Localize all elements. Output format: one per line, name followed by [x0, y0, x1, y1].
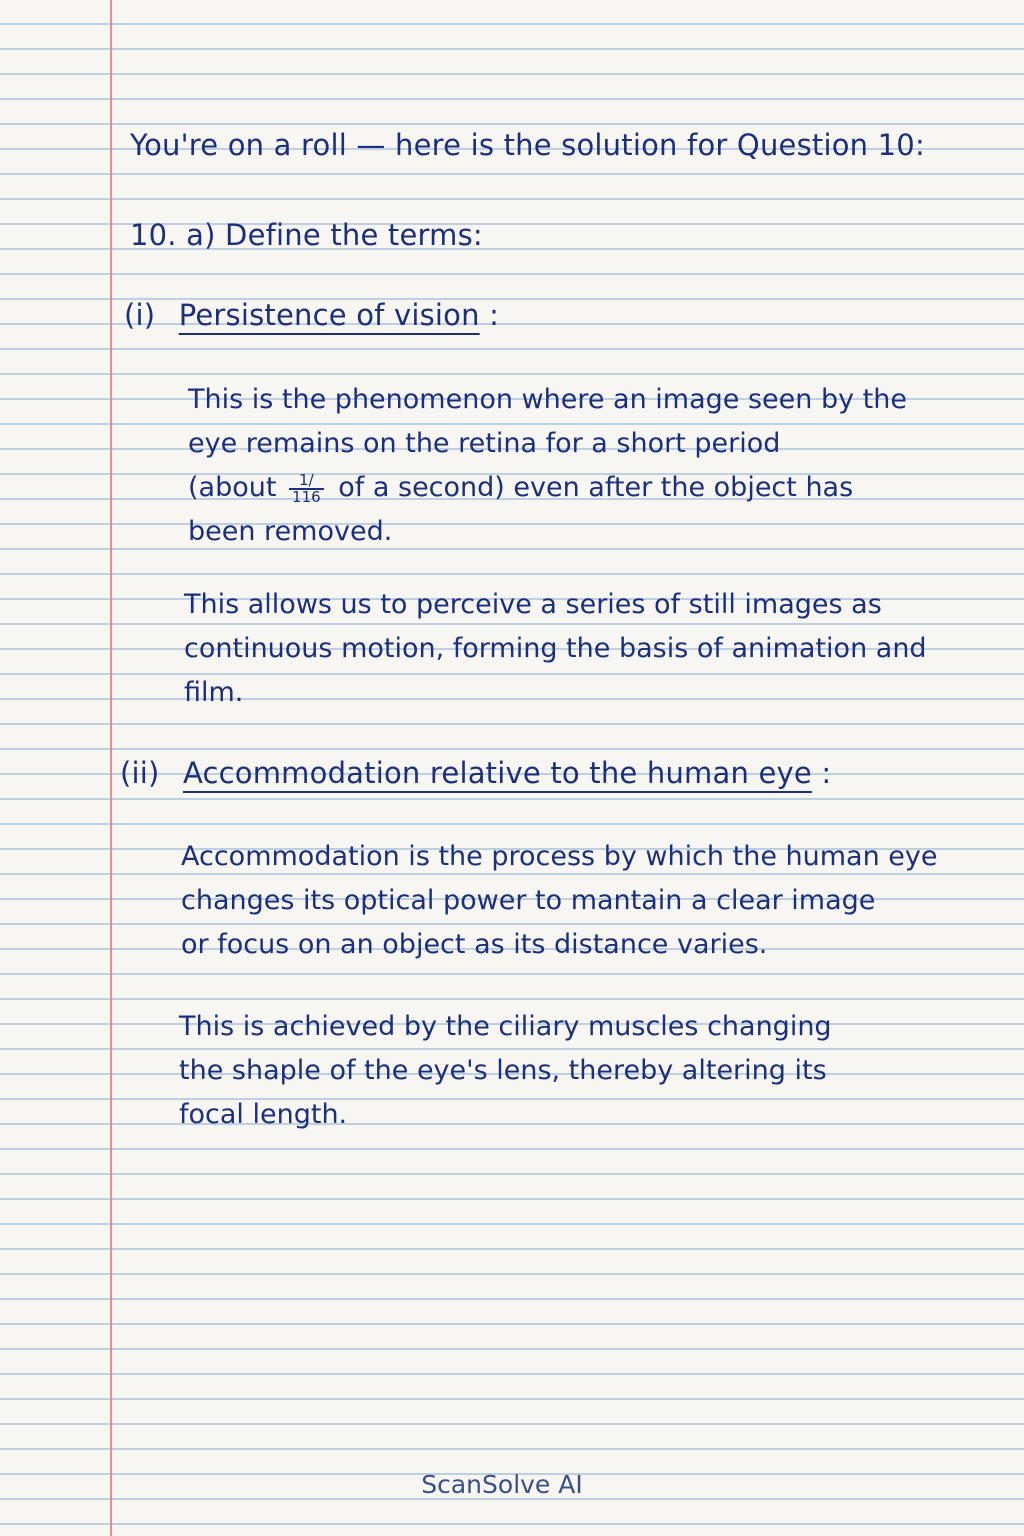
part-ii-heading: [120, 756, 831, 790]
text-line: focal length.: [179, 1099, 348, 1130]
part-i-term: Persistence of vision: [178, 298, 480, 332]
text-line: or focus on an object as its distance varies.: [181, 929, 768, 960]
part-i-paragraph-2: [184, 583, 927, 715]
text-line: eye remains on the retina for a short period: [188, 428, 781, 459]
part-i-paragraph-1: [188, 378, 907, 554]
text-line: film.: [184, 677, 244, 708]
text-line: changes its optical power to mantain a clear image: [181, 885, 876, 916]
part-ii-paragraph-1: [181, 835, 938, 967]
fraction-denominator: 116: [292, 487, 321, 506]
footer-brand: ScanSolve AI: [421, 1470, 583, 1499]
text-line: the shaple of the eye's lens, thereby altering its: [179, 1055, 827, 1086]
intro-line: You're on a roll — here is the solution for Question 10:: [130, 128, 925, 162]
text-segment: (about: [188, 472, 277, 503]
text-line: This is the phenomenon where an image seen by the: [188, 384, 907, 415]
part-ii-term: Accommodation relative to the human eye: [182, 756, 812, 790]
part-ii-colon: :: [821, 756, 832, 790]
part-i-marker: (i): [124, 298, 156, 332]
part-i-colon: :: [489, 298, 500, 332]
question-heading: 10. a) Define the terms:: [130, 218, 483, 252]
fraction: [289, 470, 324, 506]
text-line: Accommodation is the process by which the human eye: [181, 841, 938, 872]
text-line-with-fraction: [188, 466, 907, 510]
text-line: This is achieved by the ciliary muscles changing: [179, 1011, 832, 1042]
text-line: been removed.: [188, 516, 393, 547]
text-line: continuous motion, forming the basis of animation and: [184, 633, 927, 664]
text-line: This allows us to perceive a series of still images as: [184, 589, 882, 620]
part-ii-paragraph-2: [179, 1005, 832, 1137]
text-segment: of a second) even after the object has: [338, 472, 854, 503]
part-i-heading: [124, 298, 499, 332]
part-ii-marker: (ii): [120, 756, 160, 790]
fraction-numerator: 1/: [289, 473, 324, 490]
